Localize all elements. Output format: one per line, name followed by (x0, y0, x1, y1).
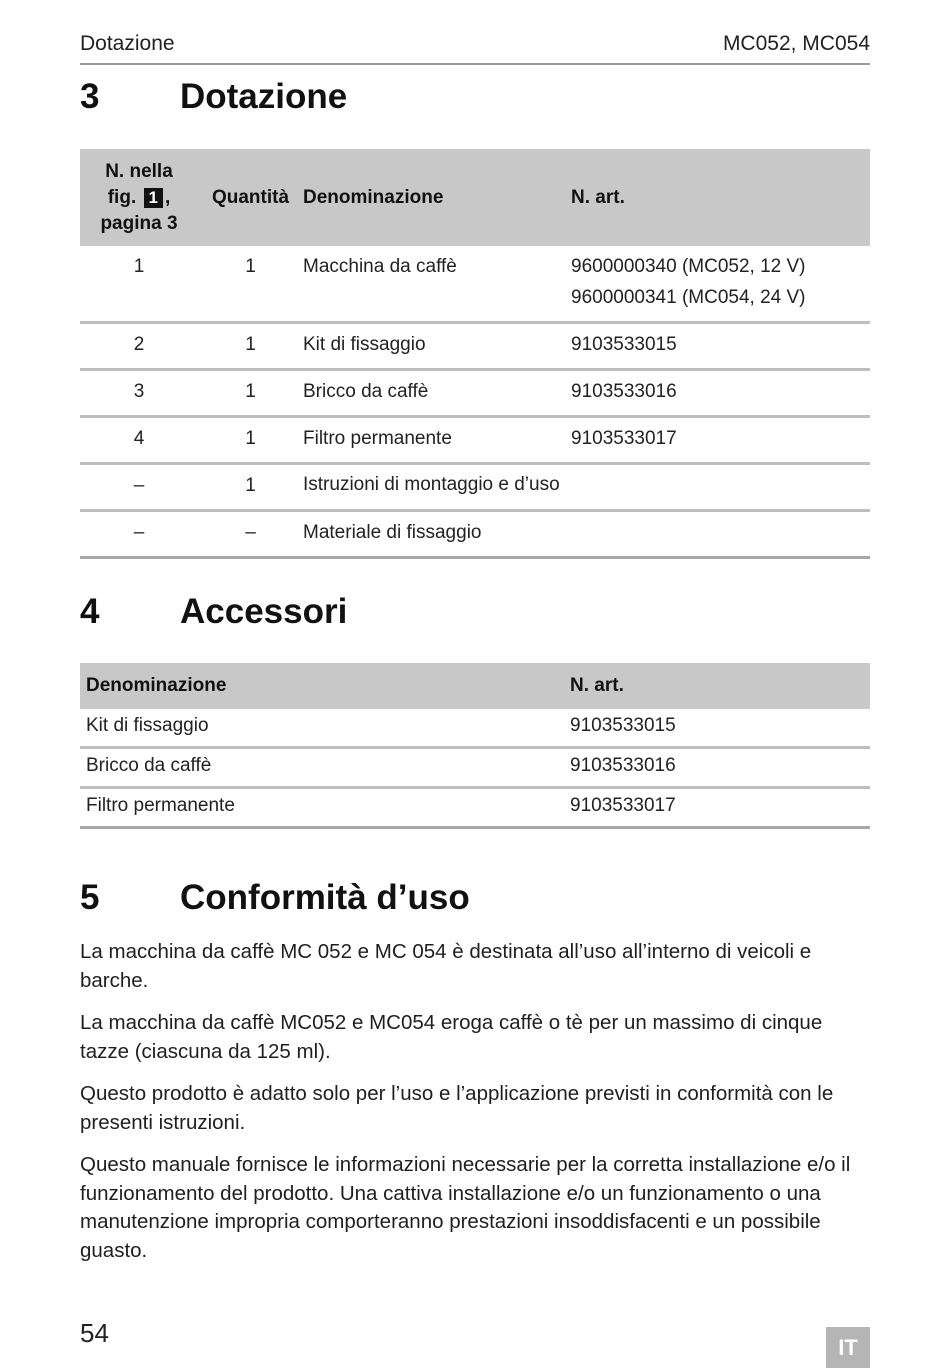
row-fig-number: 3 (80, 370, 198, 417)
language-tab: IT (826, 1327, 870, 1368)
row-article-number (571, 464, 870, 511)
row-fig-number: – (80, 511, 198, 558)
table-row (80, 370, 870, 417)
row-name: Materiale di fissaggio (303, 511, 571, 558)
row-name: Filtro permanente (303, 417, 571, 464)
figure-badge: 1 (144, 188, 163, 208)
running-header (80, 30, 870, 65)
equipment-table-header (80, 149, 870, 246)
header-model-numbers: MC052, MC054 (722, 32, 870, 55)
row-article-number: 9103533017 (571, 417, 870, 464)
section-title: Accessori (180, 592, 348, 631)
header-fig-line1: N. nella (105, 160, 173, 182)
paragraph: Questo manuale fornisce le informazioni necessarie per la corretta installazione e/o il funzionamento del prodotto. Una cattiva installazione e/o un funzionamento o una manutenzione impropria comporteranno prestazioni insoddisfacenti e un possibile guasto. (80, 1153, 851, 1262)
row-name: Kit di fissaggio (303, 323, 571, 370)
row-name: Filtro permanente (80, 788, 570, 828)
row-quantity: 1 (198, 246, 303, 323)
page-number: 54 (80, 1318, 109, 1348)
row-fig-number: 1 (80, 246, 198, 323)
section-title: Conformità d’uso (180, 878, 470, 917)
row-name: Macchina da caffè (303, 246, 571, 323)
row-article-number: 9103533016 (570, 748, 870, 788)
header-article-number: N. art. (571, 149, 870, 246)
header-name: Denominazione (80, 663, 570, 709)
row-article-number: 9103533015 (570, 709, 870, 748)
paragraph: Questo prodotto è adatto solo per l’uso e l’applicazione previsti in conformità con le presenti istruzioni. (80, 1082, 834, 1134)
row-name: Bricco da caffè (303, 370, 571, 417)
table-row (80, 511, 870, 558)
table-row (80, 246, 870, 323)
row-fig-number: – (80, 464, 198, 511)
row-article-number (571, 246, 870, 323)
row-quantity: 1 (198, 370, 303, 417)
row-quantity: 1 (198, 464, 303, 511)
row-name: Bricco da caffè (80, 748, 570, 788)
row-name: Kit di fissaggio (80, 709, 570, 748)
section-number: 5 (80, 878, 100, 917)
section-title: Dotazione (180, 77, 348, 116)
header-article-number: N. art. (570, 663, 870, 709)
row-quantity: – (198, 511, 303, 558)
header-section-name: Dotazione (80, 32, 175, 55)
article-number-mc052: 9600000340 (MC052, 12 V) (571, 256, 806, 277)
table-row (80, 417, 870, 464)
row-fig-number: 4 (80, 417, 198, 464)
header-name: Denominazione (303, 149, 571, 246)
paragraph: La macchina da caffè MC 052 e MC 054 è destinata all’uso all’interno di veicoli e barche. (80, 940, 812, 992)
row-quantity: 1 (198, 417, 303, 464)
equipment-table (80, 149, 870, 559)
article-number-mc054: 9600000341 (MC054, 24 V) (571, 287, 806, 308)
row-quantity: 1 (198, 323, 303, 370)
table-row (80, 464, 870, 511)
row-article-number (571, 511, 870, 558)
accessories-table-header (80, 663, 870, 709)
header-fig-prefix: fig. (107, 186, 137, 208)
row-article-number: 9103533017 (570, 788, 870, 828)
row-fig-number: 2 (80, 323, 198, 370)
header-fig-number (80, 149, 198, 246)
row-article-number: 9103533015 (571, 323, 870, 370)
row-article-number: 9103533016 (571, 370, 870, 417)
paragraph: La macchina da caffè MC052 e MC054 eroga caffè o tè per un massimo di cinque tazze (ciascuna da 125 ml). (80, 1011, 823, 1063)
table-row (80, 323, 870, 370)
table-row (80, 748, 870, 788)
accessories-table (80, 663, 870, 829)
header-quantity: Quantità (198, 149, 303, 246)
table-row (80, 788, 870, 828)
section-number: 3 (80, 77, 100, 116)
table-row (80, 709, 870, 748)
header-fig-suffix: , (164, 186, 171, 208)
section-number: 4 (80, 592, 100, 631)
row-name: Istruzioni di montaggio e d’uso (303, 464, 571, 511)
header-fig-line3: pagina 3 (100, 212, 178, 234)
